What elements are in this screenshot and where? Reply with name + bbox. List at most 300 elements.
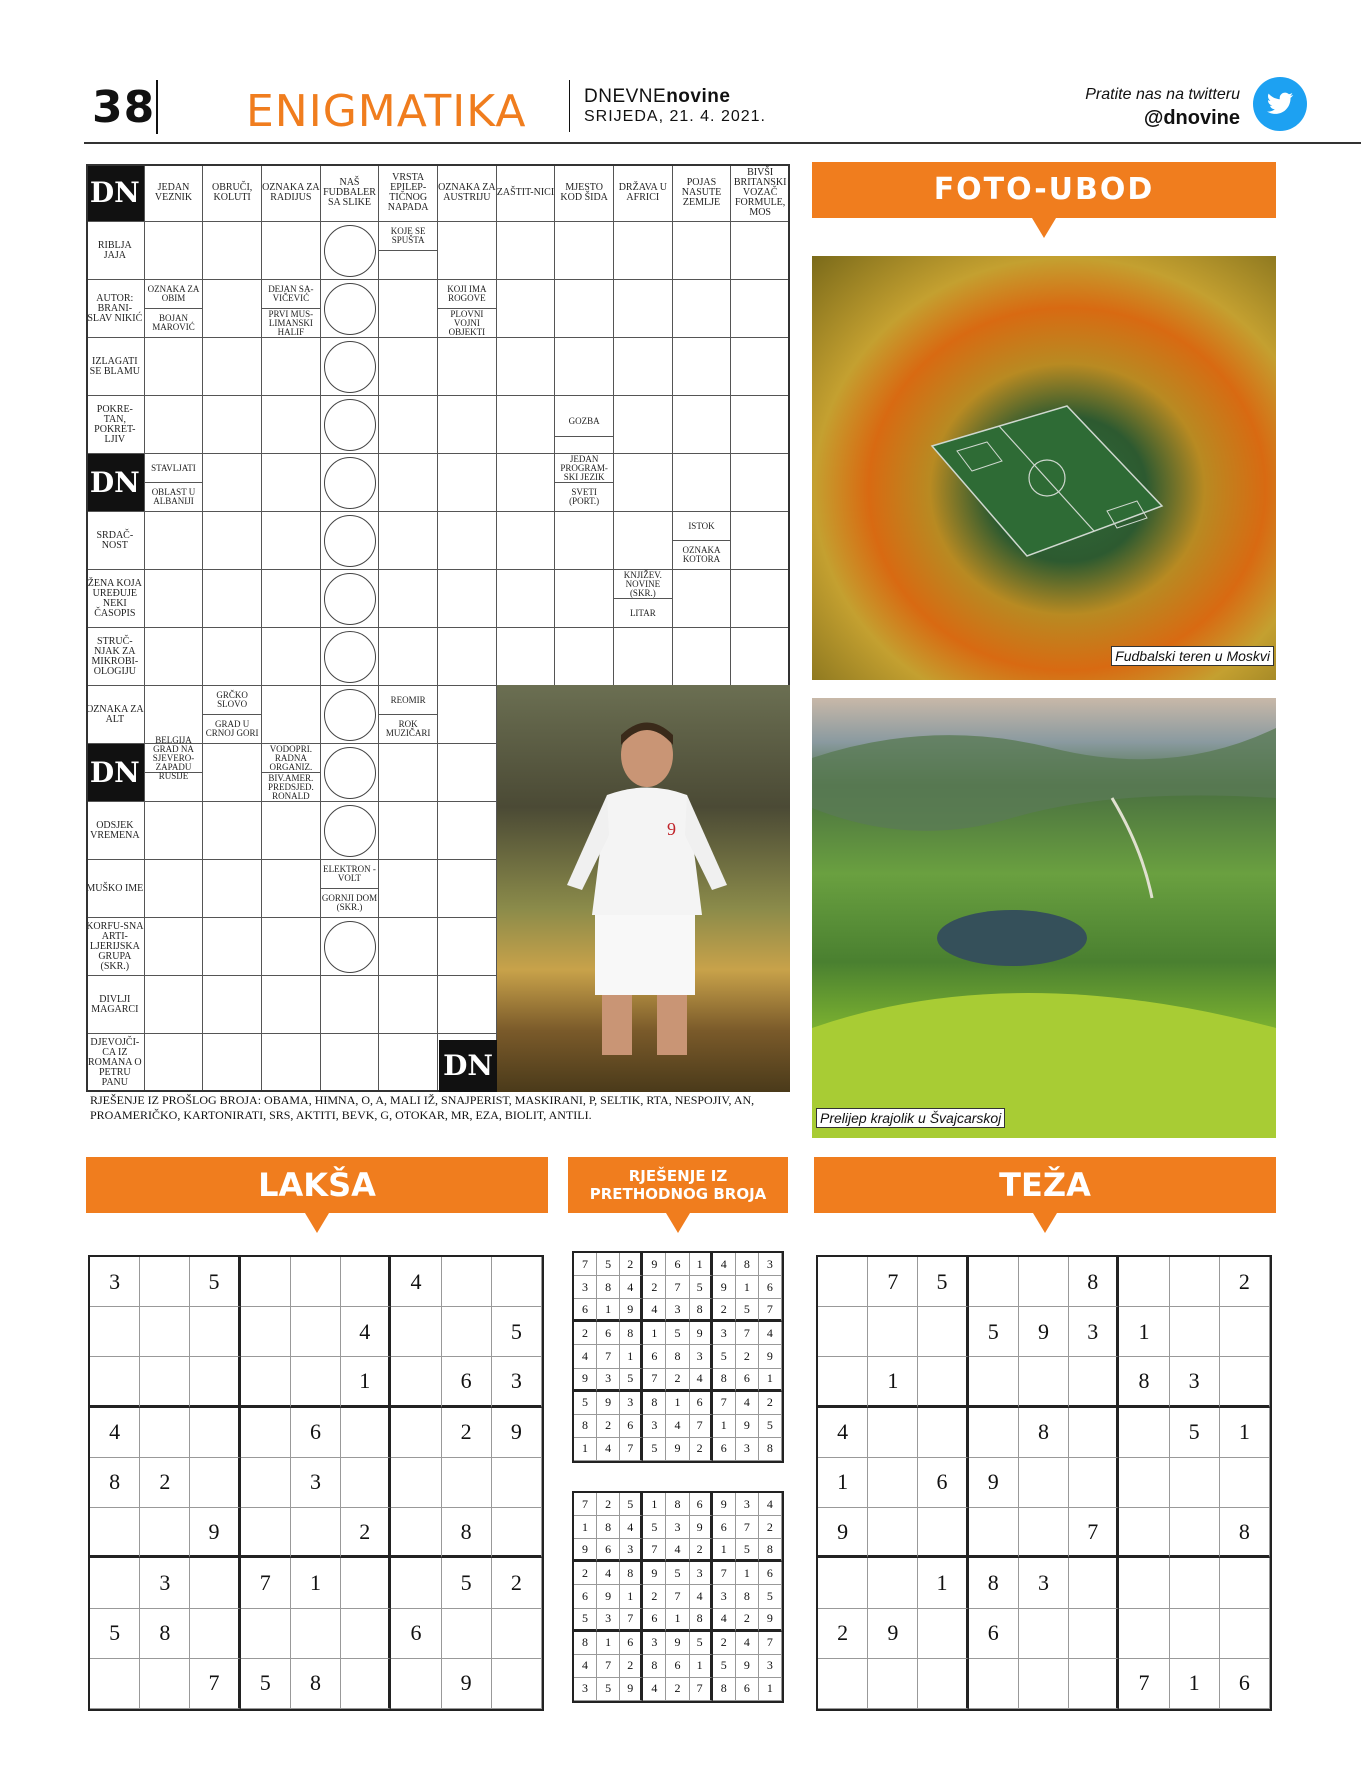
sudoku-cell: 7 xyxy=(713,1562,736,1585)
sudoku-cell[interactable] xyxy=(969,1357,1019,1407)
sudoku-cell: 3 xyxy=(713,1322,736,1345)
sudoku-cell: 8 xyxy=(597,1276,620,1299)
sudoku-cell: 2 xyxy=(713,1299,736,1322)
sudoku-cell: 3 xyxy=(736,1438,759,1461)
sudoku-cell: 2 xyxy=(442,1408,492,1458)
top-clue: OBRUČI, KOLUTI xyxy=(203,164,262,222)
sudoku-cell: 1 xyxy=(713,1415,736,1438)
sudoku-cell[interactable] xyxy=(1069,1458,1119,1508)
sudoku-cell[interactable] xyxy=(442,1257,492,1307)
easy-sudoku-grid xyxy=(88,1255,544,1711)
follow-text: Pratite nas na twitteru xyxy=(1085,86,1240,103)
sudoku-cell: 4 xyxy=(574,1345,597,1368)
sudoku-cell[interactable] xyxy=(492,1508,542,1558)
sudoku-cell[interactable] xyxy=(918,1659,968,1709)
sudoku-cell: 8 xyxy=(1019,1408,1069,1458)
sudoku-cell[interactable] xyxy=(818,1357,868,1407)
sudoku-cell[interactable] xyxy=(241,1307,291,1357)
sudoku-cell[interactable] xyxy=(341,1458,391,1508)
sudoku-cell: 1 xyxy=(759,1678,782,1701)
left-clue: OZNAKA ZA ALT xyxy=(86,686,145,744)
sudoku-cell[interactable] xyxy=(391,1307,441,1357)
sudoku-cell: 3 xyxy=(736,1493,759,1516)
sudoku-cell: 4 xyxy=(713,1253,736,1276)
sudoku-cell: 1 xyxy=(620,1345,643,1368)
sudoku-cell[interactable] xyxy=(291,1357,341,1407)
sudoku-cell: 2 xyxy=(666,1678,689,1701)
sudoku-cell: 3 xyxy=(690,1562,713,1585)
left-clue: KORFU-SNA ARTI-LJERIJSKA GRUPA (SKR.) xyxy=(86,918,145,976)
sudoku-cell: 8 xyxy=(574,1415,597,1438)
sudoku-cell: 8 xyxy=(759,1438,782,1461)
hard-banner xyxy=(814,1157,1276,1213)
left-clue: DJEVOJČI-CA IZ ROMANA O PETRU PANU xyxy=(86,1034,145,1092)
sudoku-cell[interactable] xyxy=(1220,1609,1270,1659)
sudoku-cell: 8 xyxy=(690,1609,713,1632)
top-clue: VRSTA EPILEP-TIČNOG NAPADA xyxy=(379,164,438,222)
sudoku-cell: 5 xyxy=(759,1585,782,1608)
sudoku-cell: 3 xyxy=(759,1655,782,1678)
sudoku-cell[interactable] xyxy=(1069,1408,1119,1458)
sudoku-cell[interactable] xyxy=(140,1659,190,1709)
sudoku-cell[interactable] xyxy=(140,1257,190,1307)
photo-caption-1: Fudbalski teren u Moskvi xyxy=(1111,646,1274,666)
sudoku-cell: 2 xyxy=(574,1562,597,1585)
sudoku-cell: 2 xyxy=(736,1345,759,1368)
sudoku-cell[interactable] xyxy=(1119,1458,1169,1508)
top-clue: JEDAN VEZNIK xyxy=(145,164,204,222)
sudoku-cell: 5 xyxy=(736,1299,759,1322)
sudoku-cell: 9 xyxy=(190,1508,240,1558)
sudoku-cell: 6 xyxy=(713,1516,736,1539)
sudoku-cell: 5 xyxy=(492,1307,542,1357)
sudoku-cell: 2 xyxy=(1220,1257,1270,1307)
sudoku-cell: 1 xyxy=(643,1322,666,1345)
sudoku-cell: 3 xyxy=(291,1458,341,1508)
sudoku-cell[interactable] xyxy=(868,1659,918,1709)
sudoku-cell: 9 xyxy=(492,1408,542,1458)
sudoku-cell: 9 xyxy=(713,1276,736,1299)
sudoku-cell: 6 xyxy=(759,1276,782,1299)
sudoku-cell: 5 xyxy=(918,1257,968,1307)
sudoku-cell[interactable] xyxy=(918,1357,968,1407)
sudoku-cell: 9 xyxy=(868,1609,918,1659)
top-clue: DRŽAVA U AFRICI xyxy=(614,164,673,222)
left-clue: RIBLJA JAJA xyxy=(86,222,145,280)
sudoku-cell: 7 xyxy=(643,1369,666,1392)
sudoku-cell: 3 xyxy=(643,1632,666,1655)
sudoku-cell: 4 xyxy=(597,1438,620,1461)
sudoku-cell: 9 xyxy=(597,1585,620,1608)
sudoku-cell[interactable] xyxy=(1170,1257,1220,1307)
sudoku-cell: 5 xyxy=(643,1438,666,1461)
sudoku-cell: 5 xyxy=(736,1539,759,1562)
sudoku-cell: 7 xyxy=(666,1276,689,1299)
sudoku-cell[interactable] xyxy=(241,1458,291,1508)
left-clue: MUŠKO IME xyxy=(86,860,145,918)
banner-pointer xyxy=(1032,218,1056,238)
sudoku-cell: 1 xyxy=(1119,1307,1169,1357)
sudoku-cell[interactable] xyxy=(140,1508,190,1558)
sudoku-cell: 9 xyxy=(666,1438,689,1461)
sudoku-cell[interactable] xyxy=(90,1357,140,1407)
sudoku-cell: 6 xyxy=(620,1632,643,1655)
sudoku-cell[interactable] xyxy=(90,1508,140,1558)
sudoku-cell: 6 xyxy=(736,1369,759,1392)
top-clue: MJESTO KOD ŠIDA xyxy=(555,164,614,222)
sudoku-cell: 7 xyxy=(574,1253,597,1276)
sudoku-cell: 4 xyxy=(643,1299,666,1322)
sudoku-cell[interactable] xyxy=(341,1609,391,1659)
sudoku-cell: 8 xyxy=(736,1253,759,1276)
sudoku-cell: 2 xyxy=(643,1585,666,1608)
sudoku-cell[interactable] xyxy=(1019,1609,1069,1659)
sudoku-cell[interactable] xyxy=(442,1307,492,1357)
inner-clue: STAVLJATI xyxy=(145,454,204,483)
banner-pointer xyxy=(305,1213,329,1233)
sudoku-cell: 6 xyxy=(736,1678,759,1701)
sudoku-cell[interactable] xyxy=(969,1659,1019,1709)
sudoku-cell[interactable] xyxy=(241,1508,291,1558)
football-field-photo xyxy=(812,256,1276,680)
sudoku-cell[interactable] xyxy=(1019,1458,1069,1508)
sudoku-cell: 3 xyxy=(643,1415,666,1438)
sudoku-cell: 1 xyxy=(918,1558,968,1608)
previous-solution: RJEŠENJE IZ PROŠLOG BROJA: OBAMA, HIMNA, O, A, MALI IŽ, SNAJPERIST, MASKIRANI, P, SELTIK, RTA, NESPOJIV, AN, PROAMERIČKO, KARTONIRATI, SRS, AKTITI, BEVK, G, OTOKAR, MR, EZA, BIOLIT, ANTILI. xyxy=(90,1093,755,1122)
top-clue: POJAS NASUTE ZEMLJE xyxy=(673,164,732,222)
sudoku-cell: 3 xyxy=(713,1585,736,1608)
sudoku-cell[interactable] xyxy=(1069,1609,1119,1659)
sudoku-cell[interactable] xyxy=(1170,1609,1220,1659)
sudoku-cell[interactable] xyxy=(918,1609,968,1659)
inner-clue: GRAD U CRNOJ GORI xyxy=(203,715,262,744)
sudoku-cell: 8 xyxy=(643,1655,666,1678)
sudoku-cell: 6 xyxy=(597,1539,620,1562)
banner-pointer xyxy=(1033,1213,1057,1233)
sudoku-cell[interactable] xyxy=(90,1307,140,1357)
sudoku-cell[interactable] xyxy=(918,1408,968,1458)
sudoku-cell: 8 xyxy=(291,1659,341,1709)
sudoku-cell: 6 xyxy=(442,1357,492,1407)
sudoku-cell: 3 xyxy=(1019,1558,1069,1608)
sudoku-cell: 8 xyxy=(759,1539,782,1562)
inner-clue: GRČKO SLOVO xyxy=(203,686,262,715)
sudoku-cell: 2 xyxy=(818,1609,868,1659)
sudoku-cell: 4 xyxy=(736,1392,759,1415)
sudoku-cell: 5 xyxy=(666,1562,689,1585)
sudoku-cell: 5 xyxy=(969,1307,1019,1357)
sudoku-cell[interactable] xyxy=(1069,1659,1119,1709)
sudoku-cell: 1 xyxy=(643,1493,666,1516)
sudoku-cell[interactable] xyxy=(868,1458,918,1508)
sudoku-cell[interactable] xyxy=(818,1558,868,1608)
sudoku-cell: 3 xyxy=(140,1558,190,1608)
dn-logo: DN xyxy=(86,164,145,222)
sudoku-cell: 1 xyxy=(690,1655,713,1678)
sudoku-cell: 6 xyxy=(969,1609,1019,1659)
inner-clue: OBLAST U ALBANIJI xyxy=(145,483,204,512)
sudoku-cell: 7 xyxy=(690,1415,713,1438)
sudoku-cell: 1 xyxy=(690,1253,713,1276)
sudoku-cell: 6 xyxy=(690,1392,713,1415)
sudoku-cell[interactable] xyxy=(1119,1408,1169,1458)
sudoku-cell[interactable] xyxy=(190,1408,240,1458)
inner-clue: LITAR xyxy=(614,599,673,628)
player-photo xyxy=(497,685,790,1092)
sudoku-cell: 9 xyxy=(713,1493,736,1516)
previous-solution-grid-2 xyxy=(572,1491,784,1703)
sudoku-cell[interactable] xyxy=(391,1408,441,1458)
sudoku-cell: 6 xyxy=(918,1458,968,1508)
sudoku-cell[interactable] xyxy=(868,1307,918,1357)
inner-clue: GOZBA xyxy=(555,408,614,437)
sudoku-cell[interactable] xyxy=(241,1609,291,1659)
sudoku-cell[interactable] xyxy=(868,1408,918,1458)
sudoku-cell[interactable] xyxy=(818,1257,868,1307)
sudoku-cell: 4 xyxy=(90,1408,140,1458)
sudoku-cell: 1 xyxy=(713,1539,736,1562)
sudoku-cell[interactable] xyxy=(1119,1257,1169,1307)
sudoku-cell: 6 xyxy=(643,1609,666,1632)
sudoku-cell: 8 xyxy=(969,1558,1019,1608)
sudoku-cell: 1 xyxy=(666,1392,689,1415)
sudoku-cell[interactable] xyxy=(1220,1558,1270,1608)
sudoku-cell[interactable] xyxy=(969,1408,1019,1458)
sudoku-cell[interactable] xyxy=(241,1357,291,1407)
sudoku-cell[interactable] xyxy=(918,1307,968,1357)
sudoku-cell: 8 xyxy=(666,1493,689,1516)
sudoku-cell: 2 xyxy=(574,1322,597,1345)
sudoku-cell: 9 xyxy=(620,1299,643,1322)
sudoku-cell: 4 xyxy=(620,1276,643,1299)
sudoku-cell: 7 xyxy=(690,1678,713,1701)
sudoku-cell: 2 xyxy=(620,1253,643,1276)
sudoku-cell: 4 xyxy=(759,1322,782,1345)
sudoku-cell[interactable] xyxy=(1069,1357,1119,1407)
sudoku-cell: 6 xyxy=(620,1415,643,1438)
sudoku-cell: 1 xyxy=(291,1558,341,1608)
sudoku-cell[interactable] xyxy=(492,1659,542,1709)
sudoku-cell: 9 xyxy=(818,1508,868,1558)
sudoku-cell[interactable] xyxy=(291,1508,341,1558)
sudoku-cell[interactable] xyxy=(1019,1357,1069,1407)
sudoku-cell: 7 xyxy=(574,1493,597,1516)
sudoku-cell[interactable] xyxy=(391,1508,441,1558)
inner-clue: PRVI MUS-LIMANSKI HALIF xyxy=(262,309,321,338)
sudoku-cell[interactable] xyxy=(1069,1558,1119,1608)
sudoku-cell[interactable] xyxy=(341,1558,391,1608)
sudoku-cell: 2 xyxy=(666,1369,689,1392)
sudoku-cell[interactable] xyxy=(1019,1508,1069,1558)
sudoku-cell[interactable] xyxy=(190,1357,240,1407)
sudoku-cell: 4 xyxy=(818,1408,868,1458)
sudoku-cell[interactable] xyxy=(140,1357,190,1407)
sudoku-cell[interactable] xyxy=(341,1257,391,1307)
sudoku-cell: 1 xyxy=(620,1585,643,1608)
sudoku-cell[interactable] xyxy=(1170,1458,1220,1508)
sudoku-cell: 5 xyxy=(597,1678,620,1701)
sudoku-cell[interactable] xyxy=(140,1307,190,1357)
hard-title: TEŽA xyxy=(999,1166,1091,1204)
sudoku-cell: 8 xyxy=(1119,1357,1169,1407)
sudoku-cell: 9 xyxy=(620,1678,643,1701)
inner-clue: KOJI IMA ROGOVE xyxy=(438,280,497,309)
sudoku-cell[interactable] xyxy=(969,1508,1019,1558)
sudoku-cell[interactable] xyxy=(492,1609,542,1659)
sudoku-cell: 8 xyxy=(666,1345,689,1368)
sudoku-cell: 5 xyxy=(442,1558,492,1608)
sudoku-cell[interactable] xyxy=(1220,1307,1270,1357)
sudoku-cell[interactable] xyxy=(190,1609,240,1659)
sudoku-cell: 8 xyxy=(1220,1508,1270,1558)
sudoku-cell[interactable] xyxy=(442,1458,492,1508)
sudoku-cell: 6 xyxy=(291,1408,341,1458)
issue-date: SRIJEDA, 21. 4. 2021. xyxy=(584,108,766,125)
sudoku-cell: 6 xyxy=(713,1438,736,1461)
jersey-number: 9 xyxy=(667,819,676,839)
sudoku-cell[interactable] xyxy=(1119,1609,1169,1659)
sudoku-cell: 6 xyxy=(666,1655,689,1678)
sudoku-cell: 2 xyxy=(643,1276,666,1299)
sudoku-cell[interactable] xyxy=(291,1307,341,1357)
sudoku-cell[interactable] xyxy=(818,1659,868,1709)
left-clue: ŽENA KOJA UREĐUJE NEKI ČASOPIS xyxy=(86,570,145,628)
sudoku-cell[interactable] xyxy=(391,1659,441,1709)
sudoku-cell: 7 xyxy=(713,1392,736,1415)
left-clue: STRUČ-NJAK ZA MIKROBI-OLOGIJU xyxy=(86,628,145,686)
sudoku-cell[interactable] xyxy=(1220,1458,1270,1508)
inner-clue: PLOVNI VOJNI OBJEKTI xyxy=(438,309,497,338)
inner-clue: OZNAKA KOTORA xyxy=(673,541,732,570)
sudoku-cell[interactable] xyxy=(492,1458,542,1508)
sudoku-cell: 9 xyxy=(643,1253,666,1276)
sudoku-cell: 1 xyxy=(736,1276,759,1299)
inner-clue: ELEKTRON -VOLT xyxy=(321,860,380,889)
sudoku-cell: 1 xyxy=(666,1609,689,1632)
sudoku-cell[interactable] xyxy=(291,1609,341,1659)
sudoku-cell[interactable] xyxy=(1019,1257,1069,1307)
inner-clue: OZNAKA ZA OBIM xyxy=(145,280,204,309)
sudoku-cell: 7 xyxy=(736,1322,759,1345)
twitter-bird-icon[interactable] xyxy=(1253,77,1307,131)
header-divider xyxy=(156,80,158,134)
sudoku-cell: 5 xyxy=(620,1493,643,1516)
sudoku-cell: 7 xyxy=(241,1558,291,1608)
sudoku-cell[interactable] xyxy=(190,1307,240,1357)
sudoku-cell[interactable] xyxy=(140,1408,190,1458)
sudoku-cell[interactable] xyxy=(241,1257,291,1307)
sudoku-cell: 6 xyxy=(1220,1659,1270,1709)
sudoku-cell: 8 xyxy=(442,1508,492,1558)
sudoku-cell: 3 xyxy=(666,1516,689,1539)
sudoku-cell[interactable] xyxy=(818,1307,868,1357)
sudoku-cell[interactable] xyxy=(391,1458,441,1508)
top-clue: OZNAKA ZA AUSTRIJU xyxy=(438,164,497,222)
sudoku-cell: 6 xyxy=(574,1299,597,1322)
sudoku-cell[interactable] xyxy=(1220,1357,1270,1407)
sudoku-cell: 9 xyxy=(666,1632,689,1655)
sudoku-cell[interactable] xyxy=(1170,1558,1220,1608)
sudoku-cell[interactable] xyxy=(1119,1508,1169,1558)
sudoku-cell: 9 xyxy=(736,1655,759,1678)
sudoku-cell[interactable] xyxy=(1170,1307,1220,1357)
twitter-handle[interactable]: @dnovine xyxy=(1143,107,1240,129)
dn-logo: DN xyxy=(86,744,145,802)
sudoku-cell: 2 xyxy=(492,1558,542,1608)
top-clue: OZNAKA ZA RADIJUS xyxy=(262,164,321,222)
sudoku-cell[interactable] xyxy=(918,1508,968,1558)
sudoku-cell: 5 xyxy=(759,1415,782,1438)
sudoku-cell: 8 xyxy=(90,1458,140,1508)
sudoku-cell[interactable] xyxy=(391,1558,441,1608)
sudoku-cell: 3 xyxy=(620,1539,643,1562)
newspaper-name-prefix: DNEVNE xyxy=(584,86,667,107)
sudoku-cell[interactable] xyxy=(190,1558,240,1608)
inner-clue: REOMIR xyxy=(379,686,438,715)
sudoku-cell: 5 xyxy=(597,1253,620,1276)
sudoku-cell: 2 xyxy=(759,1516,782,1539)
sudoku-cell: 1 xyxy=(818,1458,868,1508)
sudoku-cell: 5 xyxy=(713,1345,736,1368)
sudoku-cell: 7 xyxy=(620,1438,643,1461)
sudoku-cell: 5 xyxy=(574,1392,597,1415)
sudoku-cell: 2 xyxy=(690,1438,713,1461)
sudoku-cell[interactable] xyxy=(90,1558,140,1608)
inner-clue: ROK MUZIČARI xyxy=(379,715,438,744)
sudoku-cell[interactable] xyxy=(969,1257,1019,1307)
sudoku-cell[interactable] xyxy=(341,1659,391,1709)
sudoku-cell[interactable] xyxy=(391,1357,441,1407)
sudoku-cell: 3 xyxy=(666,1299,689,1322)
sudoku-cell[interactable] xyxy=(868,1558,918,1608)
left-clue: IZLAGATI SE BLAMU xyxy=(86,338,145,396)
sudoku-cell: 5 xyxy=(690,1276,713,1299)
sudoku-cell[interactable] xyxy=(1119,1558,1169,1608)
inner-clue: DEJAN SA-VIČEVIĆ xyxy=(262,280,321,309)
sudoku-cell[interactable] xyxy=(241,1408,291,1458)
sudoku-cell: 4 xyxy=(736,1632,759,1655)
sudoku-cell[interactable] xyxy=(90,1659,140,1709)
sudoku-cell: 9 xyxy=(597,1392,620,1415)
sudoku-cell[interactable] xyxy=(868,1508,918,1558)
sudoku-cell: 4 xyxy=(690,1369,713,1392)
left-clue: DIVLJI MAGARCI xyxy=(86,976,145,1034)
dn-logo: DN xyxy=(86,454,145,512)
sudoku-cell[interactable] xyxy=(291,1257,341,1307)
sudoku-cell[interactable] xyxy=(190,1458,240,1508)
sudoku-cell[interactable] xyxy=(442,1609,492,1659)
left-clue: SRDAČ-NOST xyxy=(86,512,145,570)
switzerland-landscape-photo xyxy=(812,698,1276,1138)
sudoku-cell[interactable] xyxy=(1019,1659,1069,1709)
sudoku-cell[interactable] xyxy=(1170,1508,1220,1558)
inner-clue: GORNJI DOM (SKR.) xyxy=(321,889,380,918)
sudoku-cell: 1 xyxy=(574,1438,597,1461)
foto-ubod-title: FOTO-UBOD xyxy=(933,172,1155,207)
sudoku-cell: 8 xyxy=(597,1516,620,1539)
sudoku-cell: 7 xyxy=(666,1585,689,1608)
sudoku-cell[interactable] xyxy=(492,1257,542,1307)
header-rule xyxy=(84,142,1361,144)
sudoku-cell: 4 xyxy=(341,1307,391,1357)
section-title: ENIGMATIKA xyxy=(246,86,527,137)
sudoku-cell[interactable] xyxy=(341,1408,391,1458)
sudoku-cell: 8 xyxy=(140,1609,190,1659)
sudoku-cell: 3 xyxy=(597,1369,620,1392)
sudoku-cell: 9 xyxy=(736,1415,759,1438)
sudoku-cell: 4 xyxy=(643,1678,666,1701)
sudoku-cell: 5 xyxy=(241,1659,291,1709)
